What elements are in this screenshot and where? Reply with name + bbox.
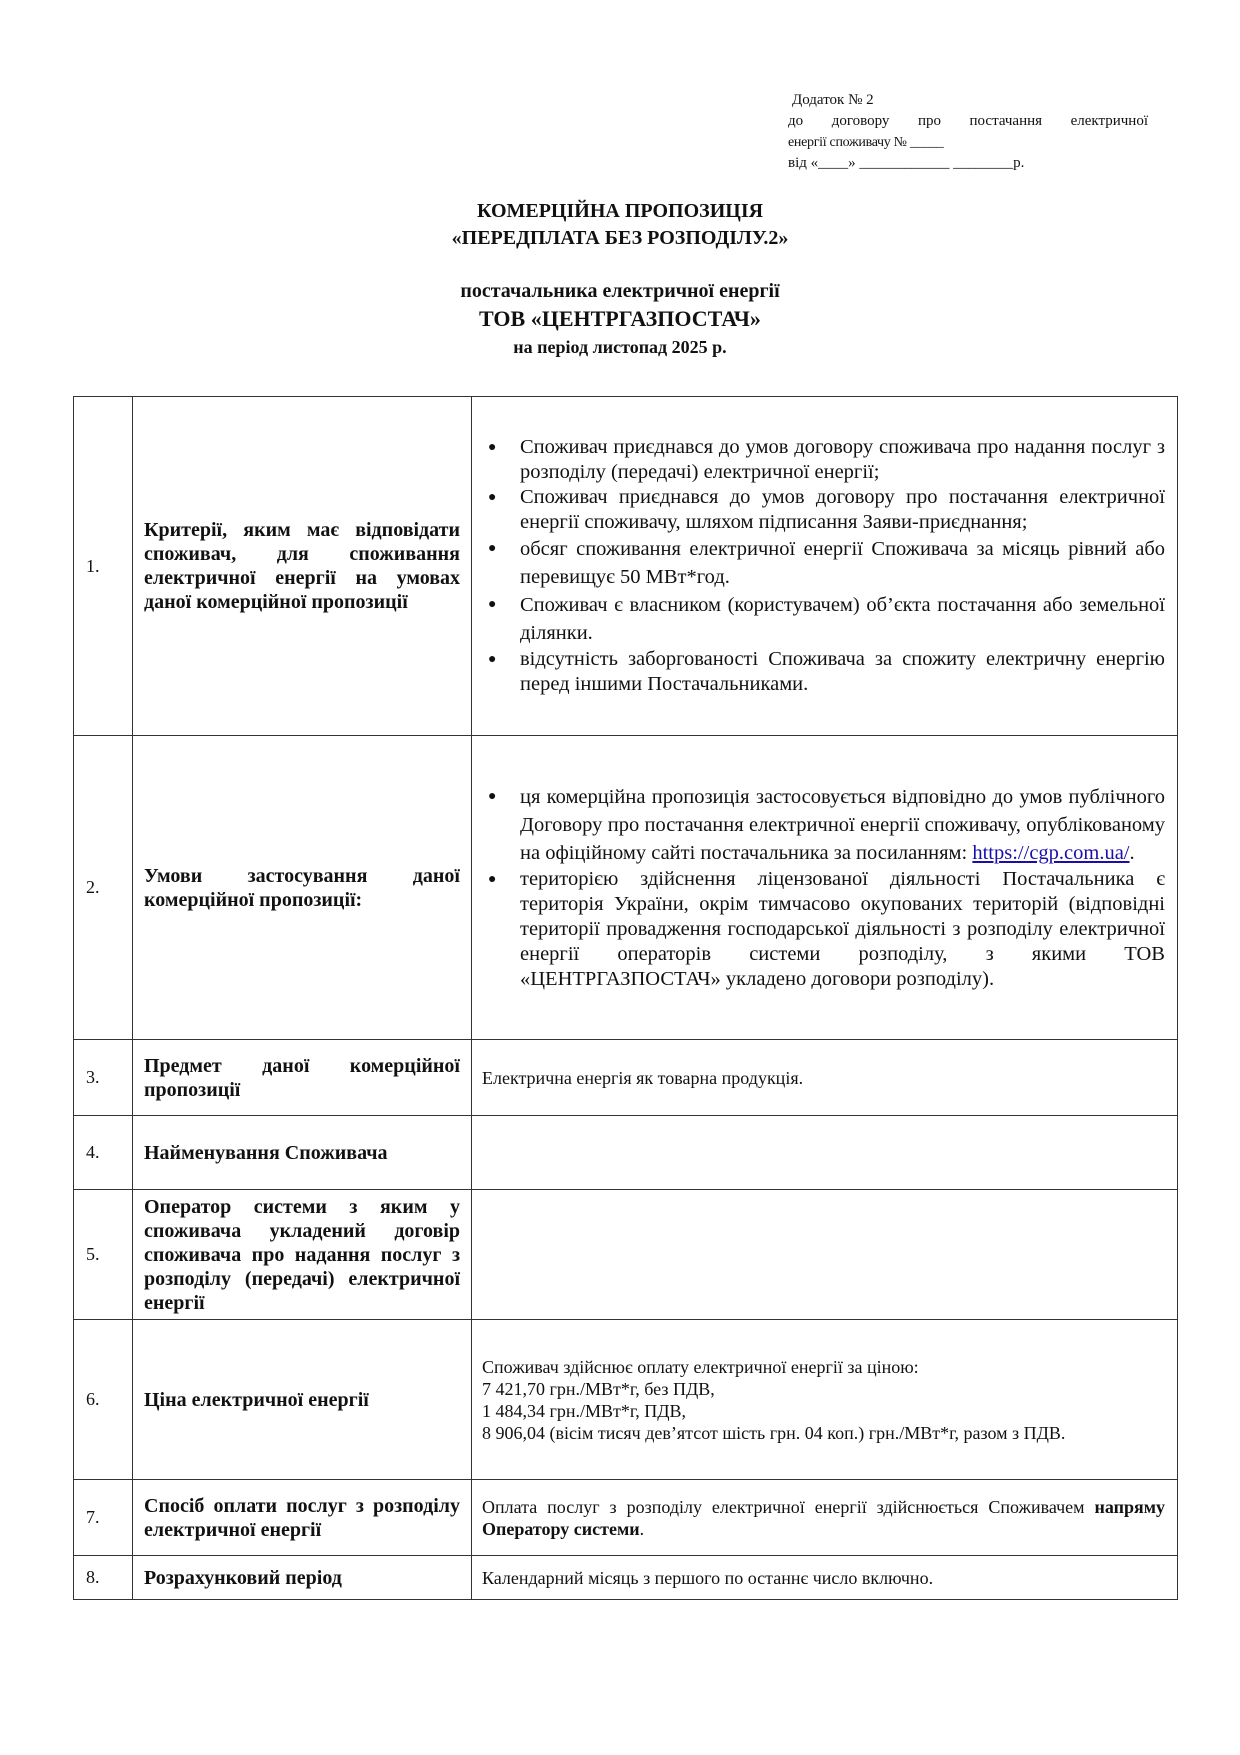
appendix-title: Додаток № 2: [792, 92, 874, 108]
row-criterion: Ціна електричної енергії: [133, 1320, 472, 1480]
appendix-contract-ref: до договору про постачання електричної: [788, 113, 1148, 129]
list-item: ● обсяг споживання електричної енергії Споживача за місяць рівний або перевищує 50 МВт*год.: [482, 535, 1165, 591]
table-row: [74, 1040, 1178, 1116]
offer-period: на період листопад 2025 р.: [513, 337, 727, 357]
title-line-2: «ПЕРЕДПЛАТА БЕЗ РОЗПОДІЛУ.2»: [451, 227, 789, 249]
bullet-icon: ●: [488, 440, 497, 455]
row-number: 4.: [74, 1116, 133, 1190]
price-without-vat: 7 421,70 грн./МВт*г, без ПДВ,: [482, 1378, 715, 1399]
bullet-icon: ●: [488, 652, 497, 667]
appendix-contract-date: від «____» ____________ ________р.: [788, 155, 1025, 171]
list-item: ● Споживач приєднався до умов договору про постачання електричної енергії споживачу, шляхом підписання Заяви-приєднання;: [488, 486, 1165, 533]
row-number: 7.: [74, 1480, 133, 1556]
list-item: ● ця комерційна пропозиція застосовується відповідно до умов публічного Договору про постачання електричної енергії споживачу, опублікованому на офіційному сайті постачальника за посиланням: https://cgp.com.ua/.: [482, 783, 1165, 867]
bullet-icon: ●: [488, 789, 497, 804]
row-value: Календарний місяць з першого по останнє число включно.: [472, 1556, 1178, 1600]
table-row: [74, 1190, 1178, 1320]
price-details: [472, 1320, 1178, 1480]
row-criterion: Предмет даної комерційної пропозиції: [133, 1040, 472, 1116]
row-criterion: Найменування Споживача: [133, 1116, 472, 1190]
document-title: [0, 198, 1240, 252]
offer-table: [73, 396, 1178, 1600]
row-number: 5.: [74, 1190, 133, 1320]
list-item: ● Споживач є власником (користувачем) об’єкта постачання або земельної ділянки.: [482, 591, 1165, 647]
row-criterion: Умови застосування даної комерційної пропозиції:: [133, 736, 472, 1040]
row-number: 6.: [74, 1320, 133, 1480]
row-number: 2.: [74, 736, 133, 1040]
price-intro: Споживач здійснює оплату електричної енергії за ціною:: [482, 1356, 919, 1377]
supplier-website-link[interactable]: https://cgp.com.ua/: [972, 842, 1130, 864]
appendix-header: [788, 90, 1148, 174]
conditions-list: [482, 783, 1165, 992]
price-with-vat: 8 906,04 (вісім тисяч дев’ятсот шість грн. 04 коп.) грн./МВт*г, разом з ПДВ.: [482, 1422, 1066, 1443]
row-number: 8.: [74, 1556, 133, 1600]
system-operator-field[interactable]: [472, 1190, 1178, 1320]
bullet-icon: ●: [488, 872, 497, 887]
bullet-icon: ●: [488, 490, 497, 505]
supplier-name: ТОВ «ЦЕНТРГАЗПОСТАЧ»: [479, 306, 761, 331]
supplier-line: постачальника електричної енергії: [460, 280, 780, 302]
table-row: [74, 736, 1178, 1040]
appendix-contract-number: енергії споживачу № _____: [788, 135, 944, 150]
row-criterion: Оператор системи з яким у споживача укладений договір споживача про надання послуг з розподілу (передачі) електричної енергії: [133, 1190, 472, 1320]
list-item: ● територією здійснення ліцензованої діяльності Постачальника є територія України, окрім тимчасово окупованих територій (відповідні території провадження господарської діяльності з розподілу електричної енергії операторів системи розподілу, з якими ТОВ «ЦЕНТРГАЗПОСТАЧ» укладено договори розподілу).: [488, 868, 1165, 990]
row-number: 3.: [74, 1040, 133, 1116]
row-criterion: Спосіб оплати послуг з розподілу електричної енергії: [133, 1480, 472, 1556]
row-number: 1.: [74, 397, 133, 736]
table-row: [74, 1480, 1178, 1556]
table-row: [74, 1116, 1178, 1190]
price-vat: 1 484,34 грн./МВт*г, ПДВ,: [482, 1400, 687, 1421]
row-value: [472, 397, 1178, 736]
row-criterion: Критерії, яким має відповідати споживач, для споживання електричної енергії на умовах даної комерційної пропозиції: [133, 397, 472, 736]
table-row: [74, 397, 1178, 736]
title-line-1: КОМЕРЦІЙНА ПРОПОЗИЦІЯ: [476, 200, 764, 222]
bullet-icon: ●: [488, 541, 497, 556]
table-row: [74, 1556, 1178, 1600]
criteria-list: [482, 435, 1165, 697]
list-item: ● Споживач приєднався до умов договору споживача про надання послуг з розподілу (передачі) електричної енергії;: [488, 436, 1165, 483]
consumer-name-field[interactable]: [472, 1116, 1178, 1190]
row-criterion: Розрахунковий період: [133, 1556, 472, 1600]
supplier-heading: [0, 278, 1240, 362]
payment-direct-emphasis: напряму Оператору системи: [482, 1496, 1165, 1539]
row-value: [472, 736, 1178, 1040]
row-value: Електрична енергія як товарна продукція.: [472, 1040, 1178, 1116]
row-value: Оплата послуг з розподілу електричної енергії здійснюється Споживачем напряму Оператору системи.: [472, 1480, 1178, 1556]
list-item: ● відсутність заборгованості Споживача за спожиту електричну енергію перед іншими Постачальниками.: [488, 648, 1165, 695]
bullet-icon: ●: [488, 597, 497, 612]
table-row: [74, 1320, 1178, 1480]
